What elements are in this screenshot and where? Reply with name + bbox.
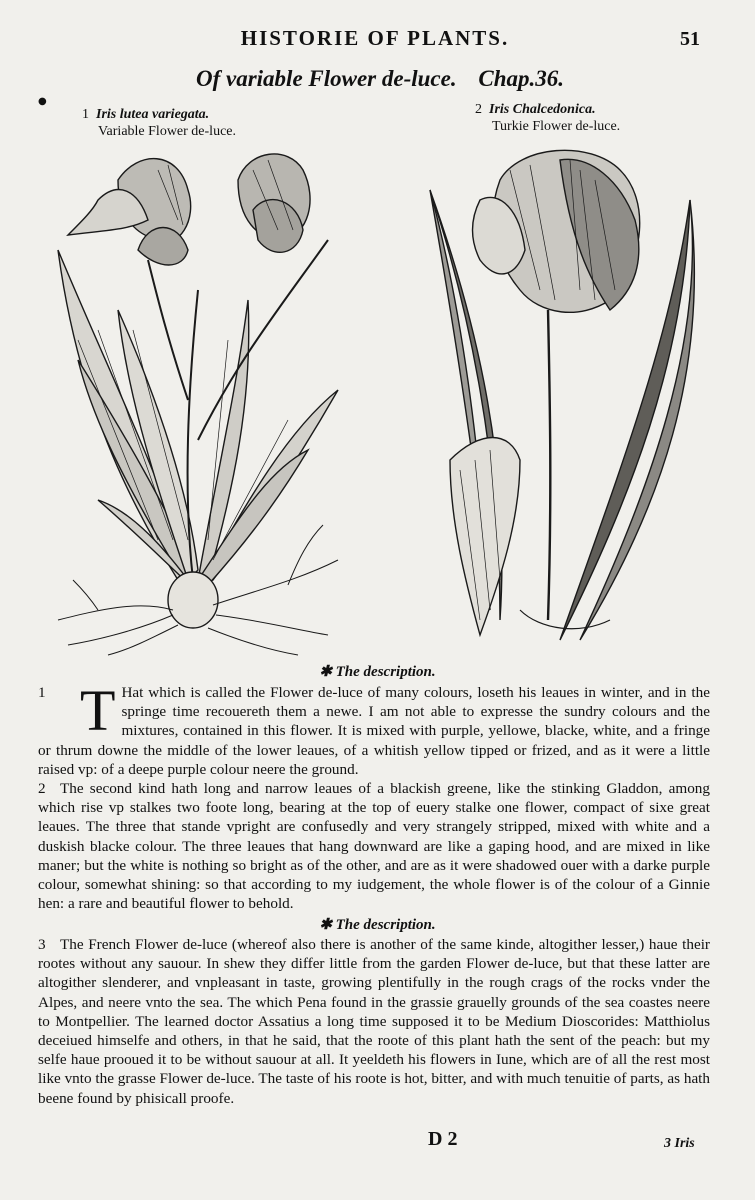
paragraph-text: The second kind hath long and narrow leaues of a blackish greene, like the stinking Gladdon, among which rise vp stalkes two foote long, bearing at the top of euery stalke one flower, compact of sixe great leaues. The three that stande vpright are confusedly and very strangely stripped, mixed with white and a duskish blacke colour. The three leaues that hang downward are like a gaping hood, and are mixed in like maner; but the white is nothing so bright as of the other, and are as it were shadowed ouer with a darke purple colour, somewhat shining: so that according to my iudgement, the whole flower is of the colour of a Ginnie hen: a rare and beautiful flower to behold. xyxy=(38,780,710,913)
signature-mark: D 2 xyxy=(428,1128,458,1150)
figure-caption-1 xyxy=(82,106,236,140)
section-heading-description: ✱ The description. xyxy=(319,664,436,680)
page-number: 51 xyxy=(680,28,700,50)
paragraph-number: 1 xyxy=(38,684,46,701)
woodcut-turkey-iris xyxy=(420,140,710,645)
paragraph-2 xyxy=(38,779,710,913)
text-block-2 xyxy=(38,935,710,1108)
figure-latin-name: Iris lutea variegata. xyxy=(96,107,210,122)
figure-latin-name: Iris Chalcedonica. xyxy=(489,102,596,117)
woodcut-variable-iris xyxy=(38,140,358,660)
paragraph-3 xyxy=(38,935,710,1108)
ink-dot: ● xyxy=(38,96,47,107)
paragraph-number: 3 xyxy=(38,936,46,953)
drop-capital: T xyxy=(80,678,116,743)
paragraph-1 xyxy=(38,678,710,779)
paragraph-number: 2 xyxy=(38,780,46,798)
paragraph-text: The French Flower de-luce (whereof also there is another of the same kinde, altogither lesser,) haue their rootes without any sauour. In shew they differ little from the garden Flower de-luce, but that these latter are altogither slenderer, and vnpleasant in taste, growing plentifully in the rough crags of the rocks vnder the Alpes, and neere vnto the sea. The which Pena found in the grassie grauelly grounds of the sea coastes neere to Montpellier. The learned doctor Assatius a long time supposed it to be Medium Dioscorides: Matthiolus deceiued himselfe and others, in that he said, that the roote of this plant hath the sent of the peach: but my selfe haue prooued it to be without sauour at all. It yeeldeth his flowers in Iune, which are of all the rest most like vnto the grasse Flower de-luce. The taste of his roote is hot, bitter, and with much tenuitie of parts, as hath beene found by phisicall proofe. xyxy=(38,936,710,1107)
paragraph-text: Hat which is called the Flower de-luce of many colours, loseth his leaues in winter, and in the springe time recouereth them a newe. I am not able to expresse the sundry colours and the mixtures, contained in this flower. It is mixed with purple, yellowe, blacke, white, and a fringe or thrum downe the middle of the lower leaues, of a whitish yellow tipped or frized, and as it were a little raised vp: of a deepe purple colour neere the ground. xyxy=(38,684,710,778)
chapter-heading xyxy=(170,66,590,92)
running-title: HISTORIE OF PLANTS. xyxy=(240,26,510,50)
figure-common-name: Turkie Flower de-luce. xyxy=(492,119,621,134)
figure-number: 1 xyxy=(82,107,89,122)
catchword: 3 Iris xyxy=(664,1136,695,1151)
section-heading-description-2: ✱ The description. xyxy=(319,917,436,933)
figure-common-name: Variable Flower de-luce. xyxy=(98,124,236,139)
figure-caption-2 xyxy=(475,101,620,135)
chapter-number: Chap.36. xyxy=(478,66,564,91)
figure-number: 2 xyxy=(475,102,482,117)
chapter-title: Of variable Flower de-luce. xyxy=(195,66,457,91)
text-block-1 xyxy=(38,678,710,913)
